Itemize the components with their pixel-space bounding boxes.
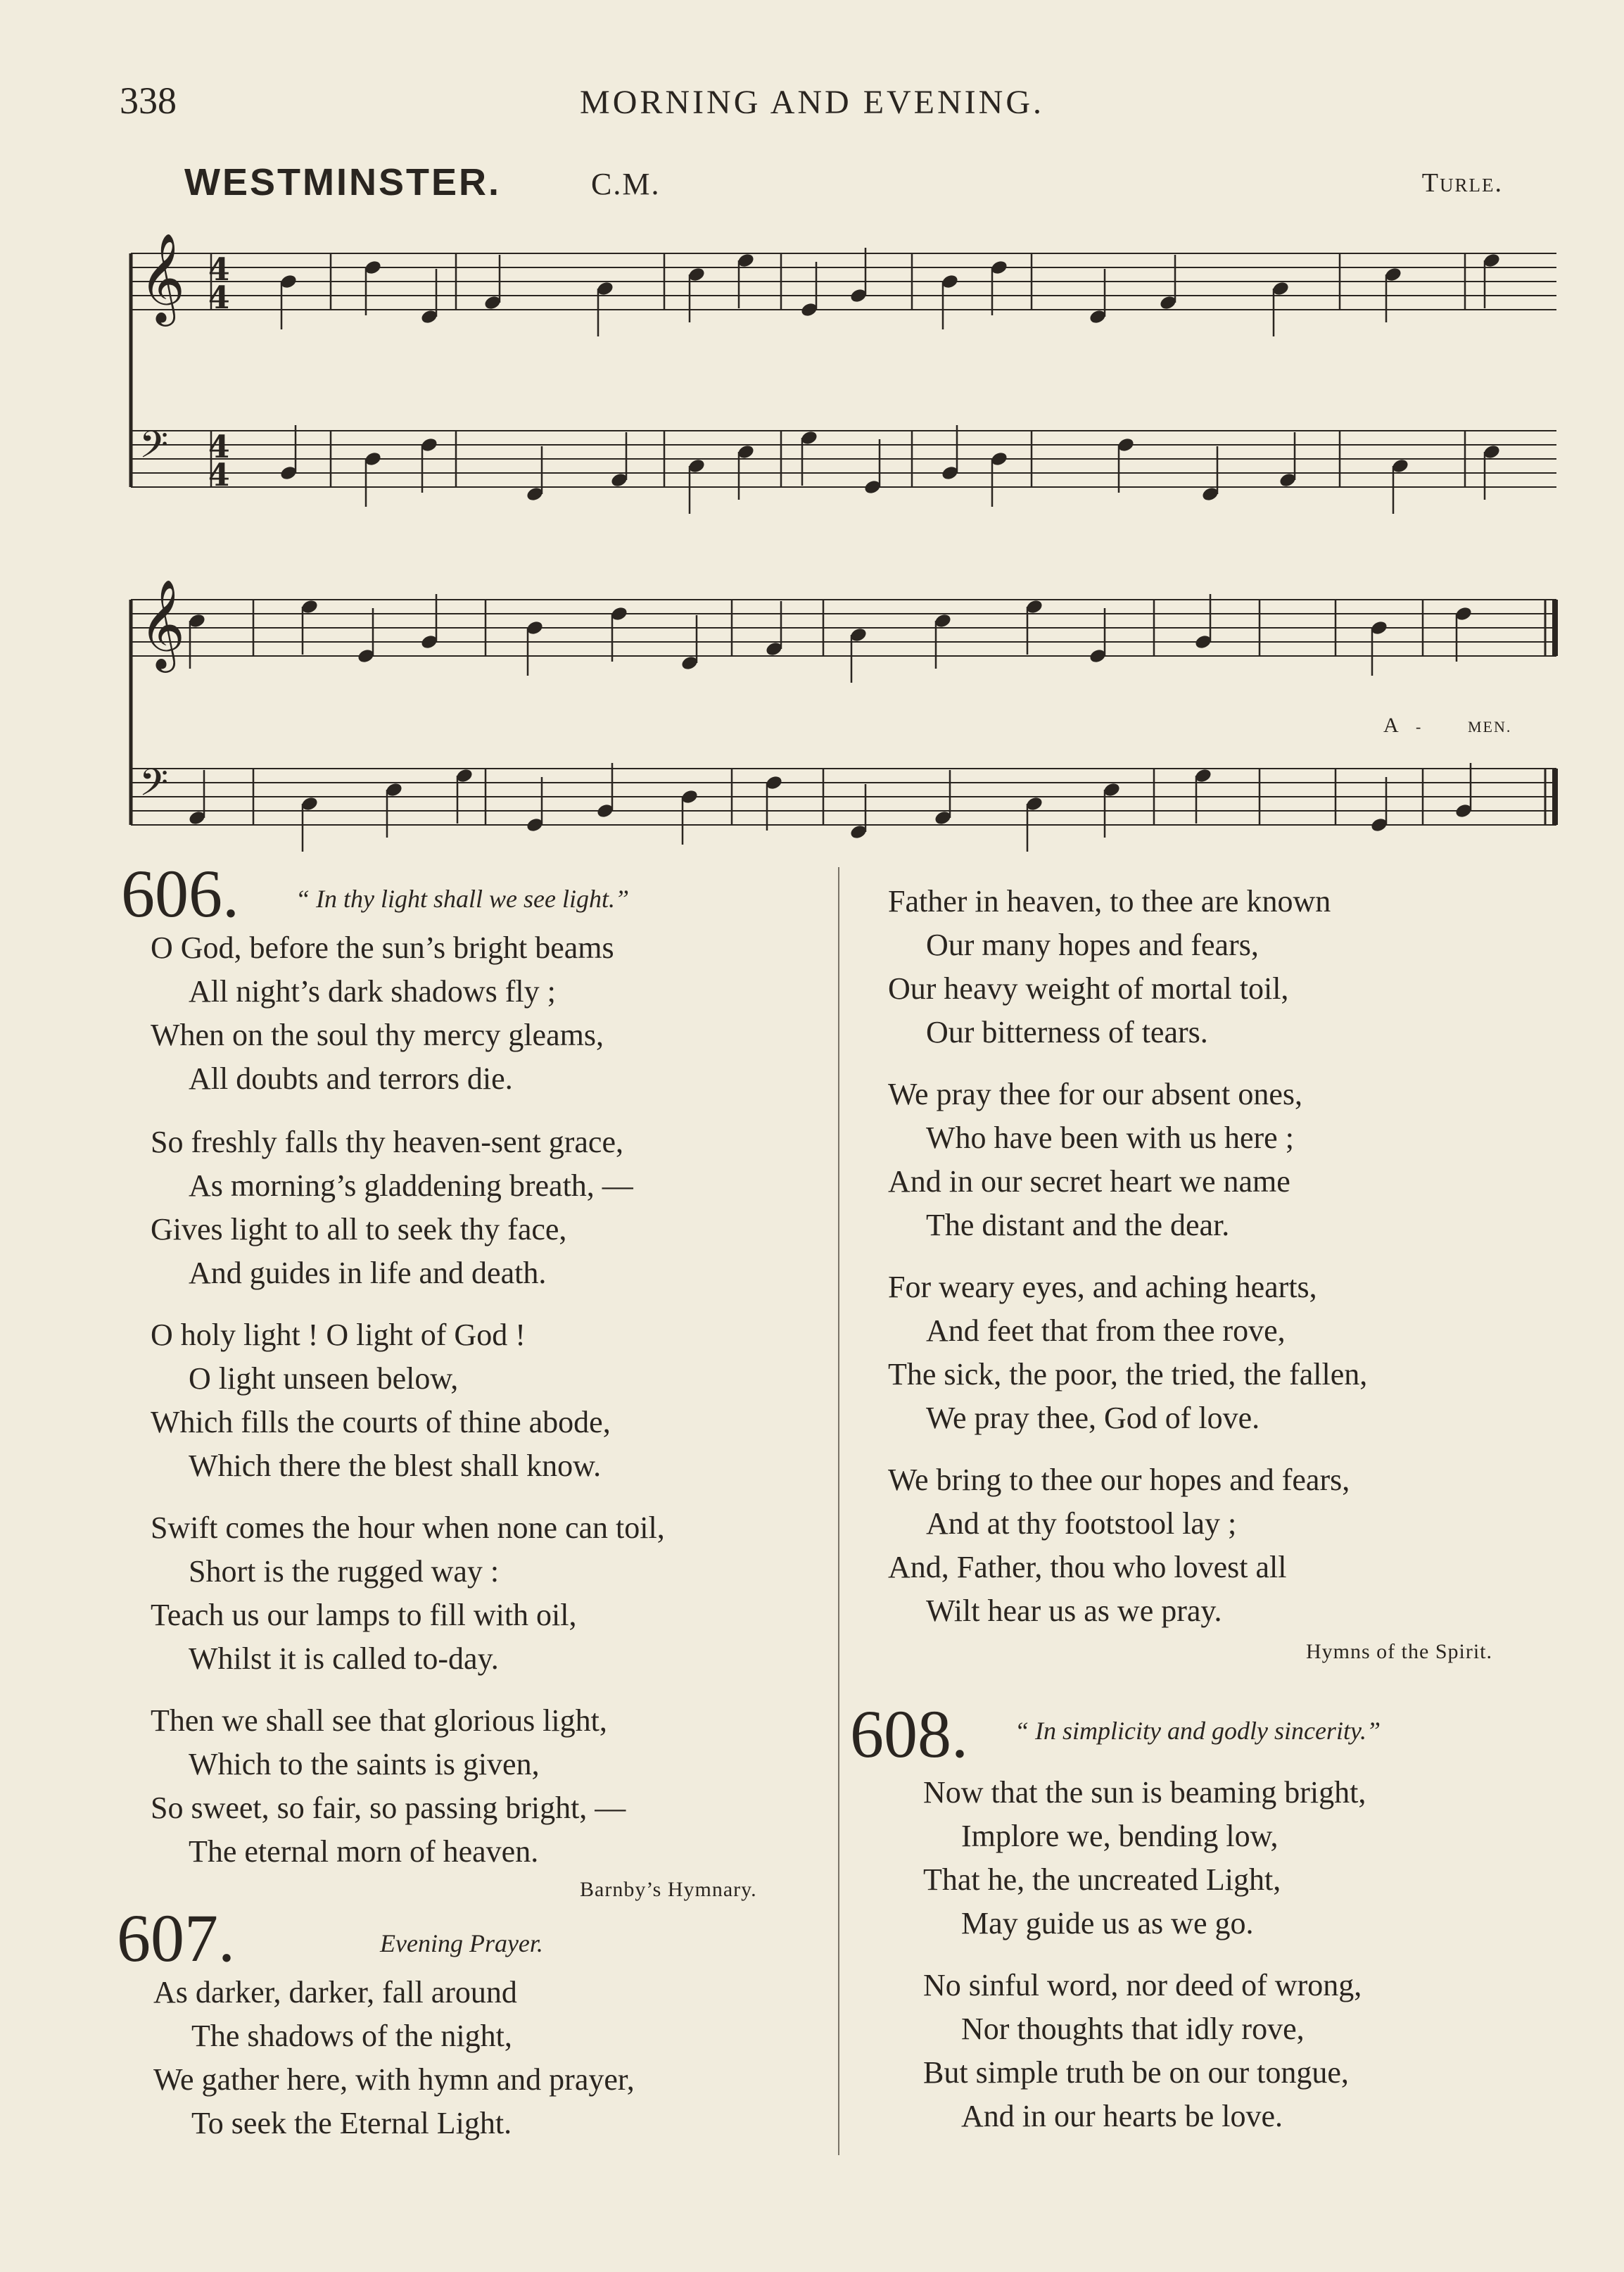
verse-line: No sinful word, nor deed of wrong, [923, 1968, 1362, 2002]
verse-line: When on the soul thy mercy gleams, [151, 1018, 604, 1052]
verse-line: And guides in life and death. [189, 1256, 547, 1290]
verse-line: So sweet, so fair, so passing bright, — [151, 1791, 626, 1825]
verse-line: And, Father, thou who lovest all [888, 1550, 1287, 1584]
verse-line: Which fills the courts of thine abode, [151, 1405, 611, 1439]
verse-line: Short is the rugged way : [189, 1554, 500, 1589]
verse-line: Who have been with us here ; [926, 1121, 1294, 1155]
verse-line: The eternal morn of heaven. [189, 1834, 539, 1869]
verse-line: As morning’s gladdening breath, — [189, 1168, 633, 1203]
verse-line: Wilt hear us as we pray. [926, 1593, 1222, 1628]
hymn-608-stanza-1 [923, 1771, 1366, 1945]
time-signature-numerator: 4 [208, 429, 230, 465]
verse-line: And in our secret heart we name [888, 1164, 1290, 1199]
hymn-607-stanza-5 [888, 1458, 1350, 1633]
verse-line: Whilst it is called to-day. [189, 1641, 499, 1676]
hymn-606-stanza-4 [151, 1506, 665, 1681]
hymn-608-stanza-2 [923, 1964, 1362, 2138]
verse-line: The distant and the dear. [926, 1208, 1230, 1242]
time-signature-denominator: 4 [208, 280, 230, 316]
amen-syllable: A [1383, 714, 1400, 737]
hymn-606-stanza-5 [151, 1699, 626, 1874]
hymn-608-epigraph: “ In simplicity and godly sincerity.” [1015, 1717, 1381, 1745]
bass-clef-icon: 𝄢 [139, 762, 169, 814]
amen-syllable: MEN. [1468, 718, 1512, 736]
verse-line: Our bitterness of tears. [926, 1015, 1208, 1049]
verse-line: All night’s dark shadows fly ; [189, 974, 556, 1009]
verse-line: We gather here, with hymn and prayer, [153, 2062, 635, 2097]
hymn-number-606: 606. [121, 856, 239, 931]
verse-line: Gives light to all to seek thy face, [151, 1212, 567, 1247]
treble-clef-icon: 𝄞 [139, 232, 186, 322]
verse-line: Implore we, bending low, [961, 1819, 1279, 1853]
verse-line: To seek the Eternal Light. [191, 2106, 512, 2140]
verse-line: The sick, the poor, the tried, the fallen, [888, 1357, 1368, 1391]
hymn-607-stanza-1 [153, 1971, 635, 2145]
verse-line: And feet that from thee rove, [926, 1313, 1286, 1348]
verse-line: So freshly falls thy heaven-sent grace, [151, 1125, 623, 1159]
verse-line: O holy light ! O light of God ! [151, 1318, 526, 1352]
verse-line: O light unseen below, [189, 1361, 459, 1396]
running-title: MORNING AND EVENING. [580, 84, 1044, 121]
time-signature-numerator: 4 [208, 252, 230, 288]
hymn-number-607: 607. [117, 1900, 235, 1976]
hymn-number-608: 608. [850, 1696, 968, 1772]
composer-name: Turle. [1421, 168, 1503, 198]
verse-line: Father in heaven, to thee are known [888, 884, 1331, 919]
amen-syllable: - [1416, 718, 1423, 736]
hymn-606-stanza-2 [151, 1121, 633, 1295]
verse-line: O God, before the sun’s bright beams [151, 930, 614, 965]
verse-line: All doubts and terrors die. [189, 1061, 513, 1096]
verse-line: And at thy footstool lay ; [926, 1506, 1237, 1541]
verse-line: Which to the saints is given, [189, 1747, 540, 1781]
hymn-607-source: Hymns of the Spirit. [1306, 1640, 1492, 1663]
verse-line: But simple truth be on our tongue, [923, 2055, 1349, 2090]
verse-line: As darker, darker, fall around [153, 1975, 517, 2009]
verse-line: Now that the sun is beaming bright, [923, 1775, 1366, 1810]
verse-line: Teach us our lamps to fill with oil, [151, 1598, 577, 1632]
page-number: 338 [120, 80, 177, 122]
treble-clef-icon: 𝄞 [139, 579, 186, 669]
verse-line: The shadows of the night, [191, 2019, 512, 2053]
verse-line: Our many hopes and fears, [926, 928, 1259, 962]
music-score [0, 0, 1624, 859]
hymn-606-stanza-1 [151, 926, 614, 1101]
hymn-607-stanza-2 [888, 880, 1331, 1054]
hymn-606-stanza-3 [151, 1313, 611, 1488]
hymn-607-stanza-4 [888, 1266, 1367, 1440]
column-divider [838, 867, 839, 2155]
verse-line: Swift comes the hour when none can toil, [151, 1510, 665, 1545]
verse-line: Nor thoughts that idly rove, [961, 2012, 1305, 2046]
verse-line: For weary eyes, and aching hearts, [888, 1270, 1317, 1304]
hymn-607-stanza-3 [888, 1073, 1302, 1247]
hymn-607-epigraph: Evening Prayer. [380, 1929, 543, 1957]
verse-line: We bring to thee our hopes and fears, [888, 1463, 1350, 1497]
hymn-606-epigraph: “ In thy light shall we see light.” [296, 885, 629, 913]
verse-line: And in our hearts be love. [961, 2099, 1283, 2133]
tune-meter: C.M. [591, 167, 661, 201]
verse-line: We pray thee for our absent ones, [888, 1077, 1303, 1111]
verse-line: Our heavy weight of mortal toil, [888, 971, 1289, 1006]
time-signature-denominator: 4 [208, 457, 230, 493]
verse-line: May guide us as we go. [961, 1906, 1254, 1940]
verse-line: Which there the blest shall know. [189, 1449, 602, 1483]
verse-line: We pray thee, God of love. [926, 1401, 1260, 1435]
verse-line: Then we shall see that glorious light, [151, 1703, 607, 1738]
hymn-606-source: Barnby’s Hymnary. [580, 1878, 757, 1901]
bass-clef-icon: 𝄢 [139, 424, 169, 476]
tune-name: WESTMINSTER. [184, 161, 501, 203]
verse-line: That he, the uncreated Light, [923, 1862, 1281, 1897]
